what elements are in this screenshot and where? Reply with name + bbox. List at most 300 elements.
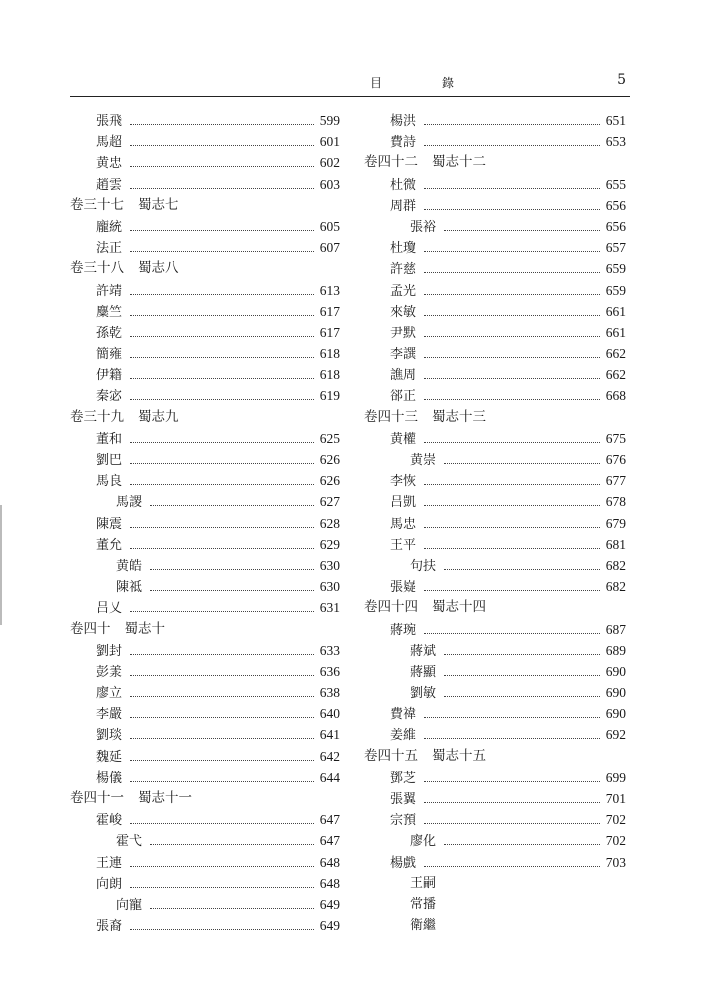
- dot-leader: [130, 759, 314, 761]
- dot-leader: [444, 462, 600, 464]
- entry-name: 常播: [410, 896, 437, 912]
- entry-name: 孫乾: [96, 325, 123, 341]
- toc-entry: [70, 449, 340, 470]
- dot-leader: [424, 822, 600, 824]
- entry-page: 677: [605, 473, 626, 489]
- entry-name: 法正: [96, 241, 123, 257]
- entry-name: 趙雲: [96, 177, 123, 193]
- toc-entry: [70, 237, 340, 258]
- toc-entry: [70, 428, 340, 449]
- entry-page: 642: [319, 748, 340, 764]
- toc-entry: [364, 385, 626, 406]
- dot-leader: [424, 144, 600, 146]
- toc-entry: [364, 195, 626, 216]
- header-title-b: 錄: [442, 76, 455, 90]
- toc-left-column: [70, 110, 340, 936]
- dot-leader: [424, 377, 600, 379]
- dot-leader: [130, 165, 314, 167]
- dot-leader: [130, 526, 314, 528]
- volume-subtitle: 蜀志十五: [432, 747, 486, 764]
- entry-page: 659: [605, 282, 626, 298]
- toc-subentry: [364, 915, 626, 936]
- entry-page: 631: [319, 600, 340, 616]
- volume-label: 卷四十一: [70, 790, 124, 806]
- entry-name: 麋竺: [96, 304, 123, 320]
- entry-name: 張飛: [96, 114, 123, 129]
- entry-name: 李譔: [390, 347, 417, 363]
- dot-leader: [424, 504, 600, 506]
- entry-page: 628: [319, 515, 340, 531]
- entry-name: 譙周: [390, 368, 417, 384]
- toc-entry: [70, 280, 340, 301]
- entry-page: 690: [605, 663, 626, 679]
- dot-leader: [130, 441, 314, 443]
- volume-subtitle: 蜀志十二: [432, 154, 486, 171]
- entry-name: 杜微: [390, 177, 417, 193]
- entry-page: 656: [605, 218, 626, 234]
- entry-name: 霍弋: [116, 834, 143, 850]
- entry-page: 661: [605, 303, 626, 319]
- entry-page: 679: [605, 515, 626, 531]
- entry-page: 702: [605, 833, 626, 849]
- entry-name: 鄧芝: [390, 770, 417, 786]
- toc-entry: [364, 110, 626, 131]
- entry-name: 費禕: [390, 707, 417, 723]
- toc-entry: [364, 809, 626, 830]
- toc-entry: [70, 703, 340, 724]
- entry-name: 張嶷: [390, 580, 417, 596]
- entry-name: 宗預: [390, 813, 417, 829]
- toc-entry: [364, 174, 626, 195]
- toc-entry: [70, 746, 340, 767]
- entry-page: 599: [319, 113, 340, 128]
- dot-leader: [424, 123, 600, 125]
- volume-label: 卷四十三: [364, 408, 418, 425]
- entry-page: 629: [319, 536, 340, 552]
- toc-entry: [70, 534, 340, 555]
- entry-name: 楊戲: [390, 855, 417, 871]
- dot-leader: [130, 377, 314, 379]
- entry-name: 孟光: [390, 283, 417, 299]
- dot-leader: [130, 356, 314, 358]
- entry-name: 廖化: [410, 834, 437, 850]
- toc-entry: [70, 131, 340, 152]
- entry-name: 尹默: [390, 325, 417, 341]
- toc-subentry: [364, 555, 626, 576]
- dot-leader: [424, 483, 600, 485]
- entry-name: 馬良: [96, 474, 123, 490]
- dot-leader: [424, 250, 600, 252]
- entry-page: 649: [319, 896, 340, 912]
- dot-leader: [130, 144, 314, 146]
- entry-name: 衛繼: [410, 918, 437, 934]
- entry-name: 蔣琬: [390, 622, 417, 638]
- volume-heading: [364, 407, 626, 428]
- dot-leader: [424, 865, 600, 867]
- entry-name: 周群: [390, 198, 417, 214]
- entry-name: 費詩: [390, 135, 417, 151]
- entry-page: 703: [605, 854, 626, 870]
- toc-subentry: [364, 894, 626, 915]
- toc-subentry: [70, 830, 340, 851]
- entry-page: 675: [605, 430, 626, 446]
- dot-leader: [130, 737, 314, 739]
- entry-name: 蔣顯: [410, 664, 437, 680]
- dot-leader: [444, 843, 600, 845]
- dot-leader: [424, 801, 600, 803]
- entry-page: 661: [605, 324, 626, 340]
- scan-edge-mark: [0, 505, 2, 625]
- entry-page: 657: [605, 240, 626, 256]
- volume-subtitle: 蜀志十: [124, 620, 165, 637]
- toc-subentry: [364, 873, 626, 894]
- volume-subtitle: 蜀志十一: [138, 790, 192, 806]
- volume-subtitle: 蜀志十三: [432, 408, 486, 425]
- dot-leader: [424, 632, 600, 634]
- dot-leader: [444, 229, 600, 231]
- dot-leader: [130, 886, 314, 888]
- toc-entry: [70, 301, 340, 322]
- dot-leader: [150, 843, 314, 845]
- toc-entry: [364, 280, 626, 301]
- volume-label: 卷四十二: [364, 154, 418, 171]
- volume-heading: [364, 152, 626, 173]
- entry-name: 許靖: [96, 283, 123, 299]
- dot-leader: [150, 504, 314, 506]
- toc-entry: [70, 364, 340, 385]
- volume-heading: [364, 597, 626, 618]
- dot-leader: [130, 716, 314, 718]
- entry-page: 619: [319, 388, 340, 404]
- volume-label: 卷三十八: [70, 260, 124, 277]
- toc-entry: [70, 385, 340, 406]
- dot-leader: [424, 716, 600, 718]
- entry-name: 張裕: [410, 219, 437, 235]
- entry-name: 許慈: [390, 262, 417, 278]
- entry-name: 龐統: [96, 219, 123, 235]
- page-number: 5: [617, 72, 626, 88]
- entry-name: 郤正: [390, 389, 417, 405]
- entry-name: 陳祗: [116, 580, 143, 596]
- entry-page: 681: [605, 536, 626, 552]
- dot-leader: [424, 547, 600, 549]
- dot-leader: [130, 123, 314, 125]
- entry-page: 603: [319, 176, 340, 192]
- entry-name: 杜瓊: [390, 241, 417, 257]
- entry-page: 648: [319, 854, 340, 870]
- dot-leader: [130, 462, 314, 464]
- entry-page: 640: [319, 706, 340, 722]
- entry-page: 653: [605, 134, 626, 150]
- entry-page: 656: [605, 197, 626, 213]
- toc-entry: [70, 152, 340, 173]
- entry-name: 陳震: [96, 516, 123, 532]
- entry-page: 701: [605, 791, 626, 806]
- volume-subtitle: 蜀志十四: [432, 599, 486, 616]
- toc-subentry: [70, 576, 340, 597]
- dot-leader: [130, 547, 314, 549]
- volume-subtitle: 蜀志九: [138, 408, 179, 425]
- volume-heading: [70, 619, 340, 640]
- dot-leader: [130, 822, 314, 824]
- toc-right-column: [364, 110, 626, 936]
- dot-leader: [424, 441, 600, 443]
- volume-label: 卷四十四: [364, 599, 418, 616]
- toc-subentry: [70, 894, 340, 915]
- entry-name: 黄皓: [116, 558, 143, 574]
- dot-leader: [444, 568, 600, 570]
- header-title-a: 目: [370, 76, 385, 90]
- entry-page: 627: [319, 494, 340, 510]
- entry-page: 617: [319, 303, 340, 319]
- toc-entry: [364, 237, 626, 258]
- entry-page: 613: [319, 282, 340, 298]
- dot-leader: [130, 928, 314, 930]
- dot-leader: [130, 483, 314, 485]
- toc-entry: [70, 513, 340, 534]
- toc-entry: [70, 343, 340, 364]
- dot-leader: [130, 314, 314, 316]
- entry-page: 668: [605, 388, 626, 404]
- toc-entry: [70, 724, 340, 745]
- entry-page: 699: [605, 769, 626, 785]
- dot-leader: [424, 589, 600, 591]
- toc-entry: [70, 852, 340, 873]
- toc-entry: [364, 513, 626, 534]
- dot-leader: [130, 695, 314, 697]
- entry-name: 董和: [96, 431, 123, 447]
- entry-name: 向寵: [116, 897, 143, 913]
- entry-name: 黄崇: [410, 453, 437, 468]
- toc-entry: [70, 174, 340, 195]
- dot-leader: [424, 208, 600, 210]
- entry-name: 姜維: [390, 728, 417, 744]
- volume-heading: [70, 195, 340, 216]
- dot-leader: [150, 568, 314, 570]
- entry-page: 662: [605, 367, 626, 383]
- entry-name: 來敏: [390, 304, 417, 320]
- volume-heading: [364, 746, 626, 767]
- toc-entry: [70, 682, 340, 703]
- dot-leader: [444, 695, 600, 697]
- volume-label: 卷四十五: [364, 747, 418, 764]
- toc-entry: [70, 322, 340, 343]
- entry-name: 李恢: [390, 474, 417, 490]
- entry-page: 625: [319, 430, 340, 446]
- toc-entry: [70, 640, 340, 661]
- entry-page: 617: [319, 324, 340, 340]
- entry-page: 607: [319, 240, 340, 256]
- dot-leader: [130, 187, 314, 189]
- entry-name: 張翼: [390, 792, 417, 807]
- dot-leader: [424, 271, 600, 273]
- toc-subentry: [70, 555, 340, 576]
- entry-name: 劉封: [96, 643, 123, 659]
- entry-name: 吕乂: [96, 601, 123, 617]
- volume-heading: [70, 788, 340, 809]
- toc-entry: [70, 597, 340, 618]
- dot-leader: [150, 907, 314, 909]
- entry-page: 636: [319, 663, 340, 679]
- entry-name: 劉巴: [96, 453, 123, 468]
- toc-entry: [70, 873, 340, 894]
- toc-entry: [364, 703, 626, 724]
- entry-page: 601: [319, 134, 340, 150]
- dot-leader: [130, 293, 314, 295]
- entry-name: 董允: [96, 537, 123, 553]
- toc-entry: [364, 619, 626, 640]
- entry-page: 618: [319, 346, 340, 362]
- entry-name: 魏延: [96, 749, 123, 765]
- entry-name: 王平: [390, 537, 417, 553]
- volume-subtitle: 蜀志七: [138, 196, 179, 213]
- entry-name: 張裔: [96, 919, 123, 935]
- volume-heading: [70, 407, 340, 428]
- dot-leader: [424, 293, 600, 295]
- dot-leader: [424, 356, 600, 358]
- dot-leader: [424, 737, 600, 739]
- entry-page: 702: [605, 812, 626, 828]
- header-rule: [70, 96, 630, 97]
- toc-entry: [364, 343, 626, 364]
- toc-entry: [364, 131, 626, 152]
- toc-entry: [364, 258, 626, 279]
- entry-name: 馬超: [96, 135, 123, 151]
- entry-name: 馬謖: [116, 495, 143, 511]
- entry-name: 黄忠: [96, 156, 123, 172]
- entry-page: 655: [605, 176, 626, 192]
- entry-name: 楊洪: [390, 114, 417, 129]
- dot-leader: [130, 335, 314, 337]
- dot-leader: [424, 526, 600, 528]
- toc-entry: [364, 428, 626, 449]
- toc-subentry: [364, 830, 626, 851]
- toc-subentry: [364, 640, 626, 661]
- entry-page: 647: [319, 812, 340, 828]
- entry-page: 626: [319, 473, 340, 489]
- entry-page: 689: [605, 642, 626, 658]
- entry-name: 句扶: [410, 558, 437, 574]
- toc-entry: [364, 364, 626, 385]
- entry-name: 伊籍: [96, 368, 123, 384]
- entry-page: 641: [319, 727, 340, 743]
- toc-entry: [364, 576, 626, 597]
- toc-entry: [364, 852, 626, 873]
- entry-name: 劉琰: [96, 728, 123, 744]
- dot-leader: [130, 674, 314, 676]
- entry-name: 黄權: [390, 431, 417, 447]
- dot-leader: [424, 780, 600, 782]
- dot-leader: [130, 250, 314, 252]
- entry-name: 劉敏: [410, 686, 437, 702]
- entry-page: 648: [319, 875, 340, 891]
- entry-name: 蔣斌: [410, 643, 437, 659]
- dot-leader: [130, 780, 314, 782]
- dot-leader: [424, 314, 600, 316]
- toc-subentry: [70, 491, 340, 512]
- dot-leader: [130, 229, 314, 231]
- dot-leader: [424, 187, 600, 189]
- entry-page: 659: [605, 261, 626, 277]
- entry-page: 644: [319, 769, 340, 785]
- entry-page: 682: [605, 557, 626, 573]
- entry-page: 690: [605, 706, 626, 722]
- toc-entry: [364, 788, 626, 809]
- entry-page: 676: [605, 452, 626, 467]
- volume-label: 卷三十七: [70, 196, 124, 213]
- entry-page: 651: [605, 113, 626, 128]
- toc-entry: [70, 809, 340, 830]
- entry-page: 602: [319, 155, 340, 171]
- dot-leader: [130, 398, 314, 400]
- dot-leader: [150, 589, 314, 591]
- page-header: [70, 74, 630, 94]
- entry-page: 687: [605, 621, 626, 637]
- dot-leader: [130, 865, 314, 867]
- dot-leader: [444, 653, 600, 655]
- toc-subentry: [364, 216, 626, 237]
- toc-entry: [70, 110, 340, 131]
- toc-entry: [364, 534, 626, 555]
- entry-name: 向朗: [96, 876, 123, 892]
- entry-page: 682: [605, 579, 626, 595]
- entry-name: 彭羕: [96, 664, 123, 680]
- toc-entry: [70, 661, 340, 682]
- toc-entry: [70, 216, 340, 237]
- entry-name: 霍峻: [96, 813, 123, 829]
- entry-name: 馬忠: [390, 516, 417, 532]
- volume-subtitle: 蜀志八: [138, 260, 179, 277]
- dot-leader: [424, 335, 600, 337]
- toc-entry: [364, 767, 626, 788]
- volume-heading: [70, 258, 340, 279]
- entry-page: 692: [605, 727, 626, 743]
- toc-subentry: [364, 661, 626, 682]
- entry-name: 吕凱: [390, 495, 417, 511]
- entry-name: 王連: [96, 855, 123, 871]
- entry-page: 647: [319, 833, 340, 849]
- dot-leader: [130, 653, 314, 655]
- entry-name: 楊儀: [96, 770, 123, 786]
- toc-entry: [364, 491, 626, 512]
- entry-name: 王嗣: [410, 875, 437, 891]
- dot-leader: [444, 674, 600, 676]
- toc-entry: [364, 724, 626, 745]
- toc-entry: [364, 470, 626, 491]
- entry-page: 690: [605, 685, 626, 701]
- entry-page: 630: [319, 557, 340, 573]
- entry-name: 秦宓: [96, 389, 123, 405]
- entry-name: 李嚴: [96, 707, 123, 723]
- toc-entry: [364, 301, 626, 322]
- entry-page: 633: [319, 642, 340, 658]
- entry-name: 簡雍: [96, 347, 123, 363]
- toc-subentry: [364, 682, 626, 703]
- entry-page: 626: [319, 452, 340, 467]
- entry-name: 廖立: [96, 686, 123, 702]
- entry-page: 638: [319, 685, 340, 701]
- toc-entry: [70, 767, 340, 788]
- volume-label: 卷三十九: [70, 408, 124, 425]
- toc-entry: [364, 322, 626, 343]
- dot-leader: [424, 398, 600, 400]
- toc-entry: [70, 470, 340, 491]
- entry-page: 618: [319, 367, 340, 383]
- entry-page: 678: [605, 494, 626, 510]
- toc-subentry: [364, 449, 626, 470]
- toc-entry: [70, 915, 340, 936]
- entry-page: 649: [319, 918, 340, 934]
